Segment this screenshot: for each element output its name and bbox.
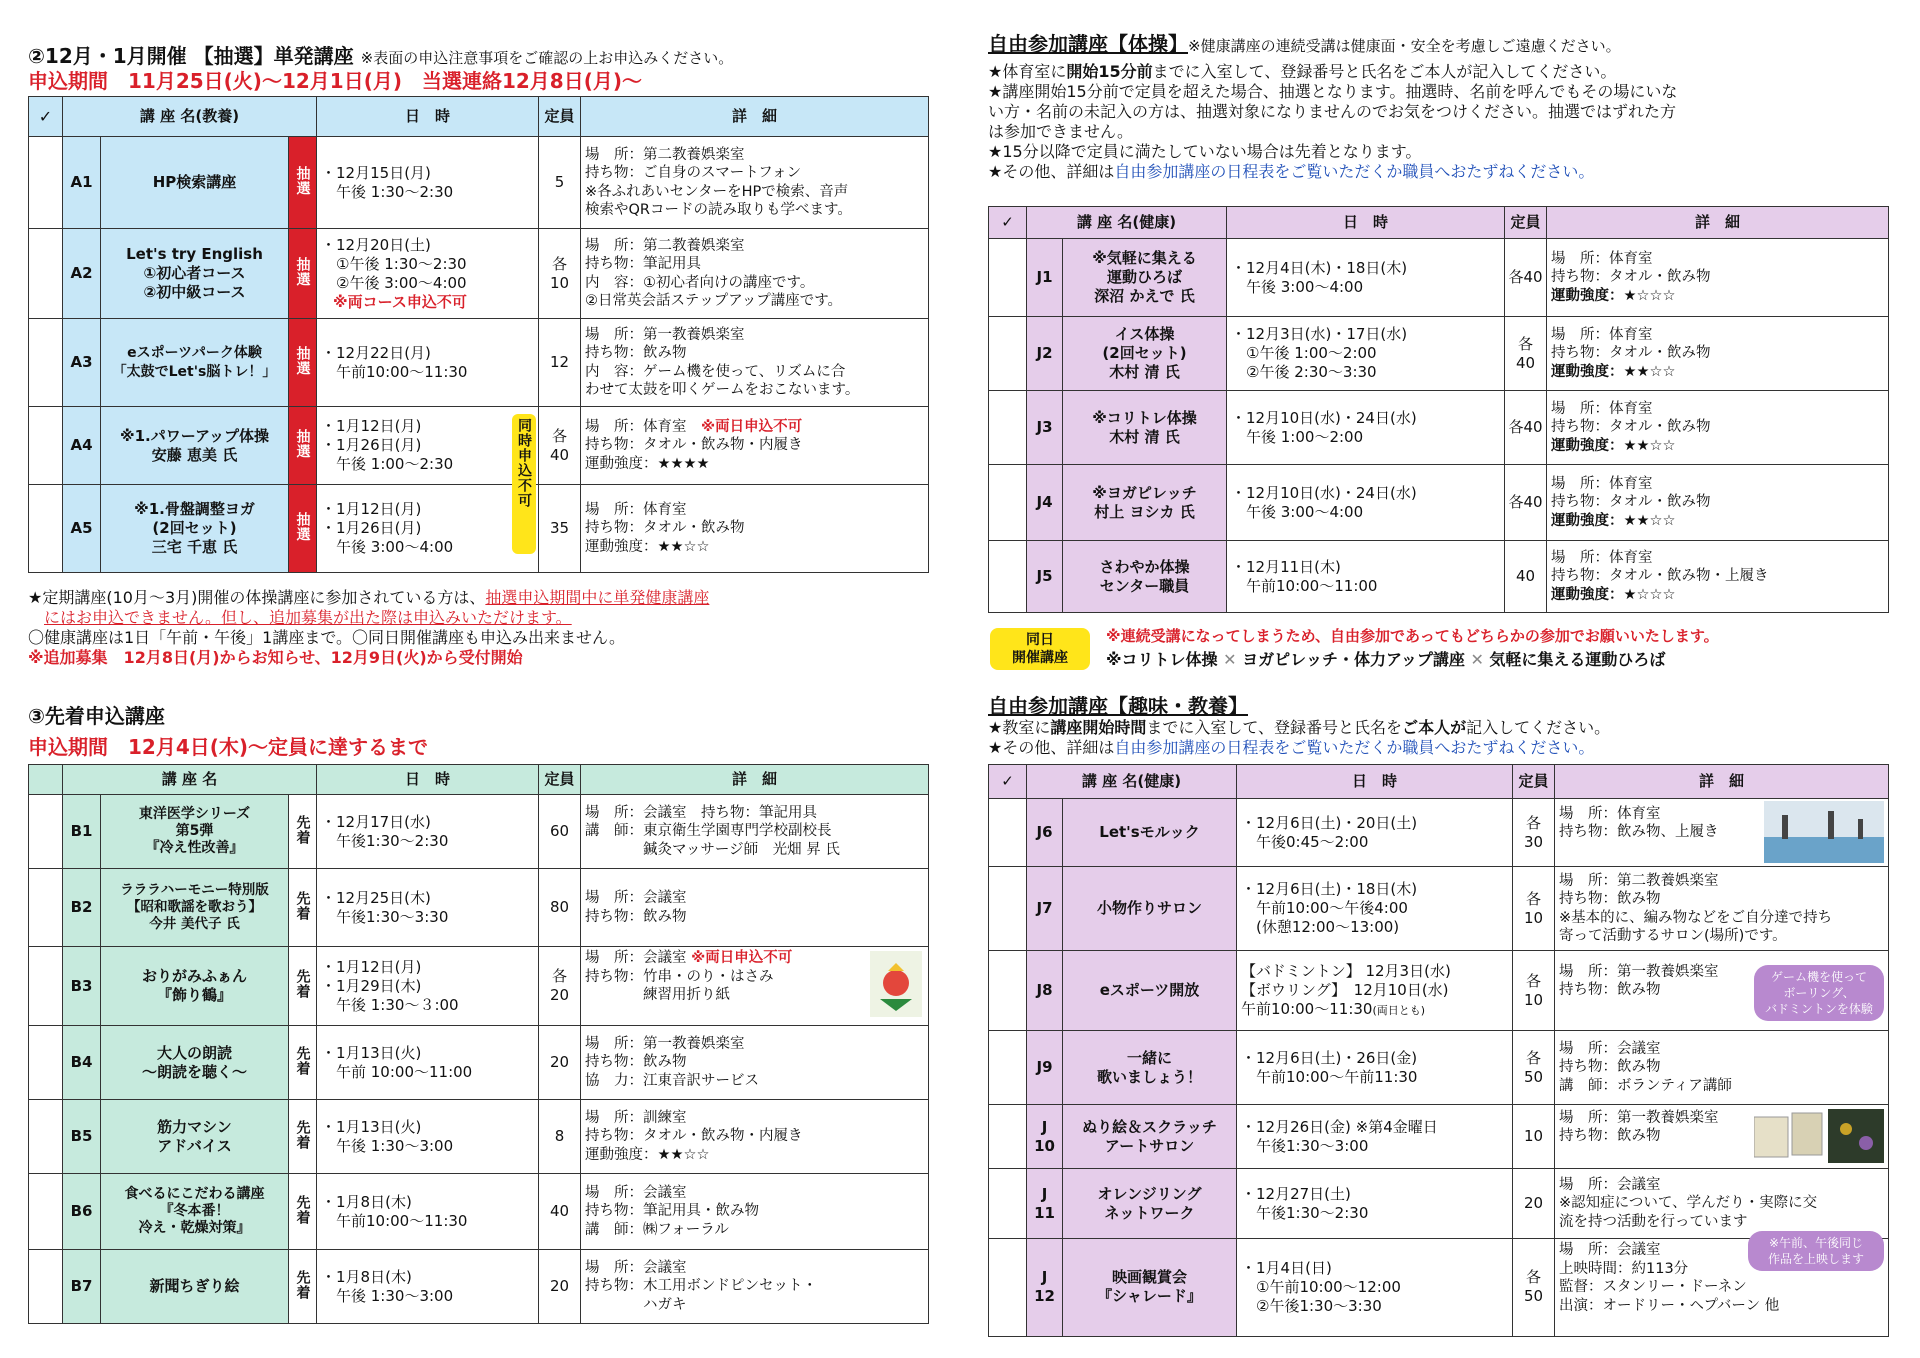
course-name: 食べるにこだわる講座 『冬本番！ 冷え・乾燥対策』 — [101, 1174, 289, 1250]
table-row — [989, 1031, 1889, 1105]
cross-icon: ✕ — [1470, 650, 1484, 669]
course-name-header: 講 座 名(健康) — [1027, 765, 1237, 799]
course-details: 場 所：体育室 持ち物：タオル・飲み物 運動強度：★★☆☆ — [1547, 465, 1889, 541]
course-code: B7 — [63, 1250, 101, 1324]
intensity-rating: 運動強度：★☆☆☆ — [1551, 586, 1676, 603]
course-code: A1 — [63, 137, 101, 229]
check-cell[interactable] — [989, 239, 1027, 317]
screening-speech-bubble: ※午前、午後同じ 作品を上映します — [1748, 1231, 1884, 1271]
instruction-line: ★教室に講座開始時間までに入室して、登録番号と氏名をご本人が記入してください。 — [988, 718, 1611, 737]
course-schedule: ・1月12日(月) ・1月26日(月) 午後 1:00〜2:30 — [317, 407, 539, 485]
course-code: J5 — [1027, 541, 1063, 613]
firstcome-tag: 先着 — [289, 1100, 317, 1174]
course-code: B5 — [63, 1100, 101, 1174]
instruction-line: ★その他、詳細は自由参加講座の日程表をご覧いただくか職員へおたずねください。 — [988, 738, 1595, 757]
course-name-header: 講 座 名(健康) — [1027, 207, 1227, 239]
check-cell[interactable] — [989, 951, 1027, 1031]
course-name: ぬり絵＆スクラッチ アートサロン — [1063, 1105, 1237, 1169]
lottery-tag: 抽選 — [289, 137, 317, 229]
course-details: 場 所：訓練室 持ち物：タオル・飲み物・内履き 運動強度：★★☆☆ — [581, 1100, 929, 1174]
check-cell[interactable] — [29, 947, 63, 1026]
course-schedule: ・12月3日(水)・17日(水) ①午後 1:00〜2:00 ②午後 2:30〜3:30 — [1227, 317, 1505, 391]
course-details: 場 所：会議室 持ち物：木工用ボンドピンセット・ ハガキ — [581, 1250, 929, 1324]
course-name: イス体操 (2回セット) 木村 清 氏 — [1063, 317, 1227, 391]
course-name: ※コリトレ体操 木村 清 氏 — [1063, 391, 1227, 465]
course-capacity: 各 10 — [1513, 951, 1555, 1031]
table-row — [29, 1026, 929, 1100]
both-days-warning: ※両日申込不可 — [691, 950, 793, 966]
table-row — [989, 1169, 1889, 1239]
instruction-line: ★15分以降で定員に満たしていない場合は先着となります。 — [988, 142, 1422, 161]
course-details: 場 所：会議室 上映時間：約113分 監督：スタンリー・ドーネン 出演：オードリー・ヘプバーン 他 ※午前、午後同じ 作品を上映します — [1555, 1239, 1889, 1337]
course-capacity: 各 40 — [539, 407, 581, 485]
course-capacity: 各 50 — [1513, 1031, 1555, 1105]
course-code: A2 — [63, 229, 101, 319]
table-row — [989, 1105, 1889, 1169]
table-row — [29, 137, 929, 229]
table-row — [29, 1250, 929, 1324]
table-row — [989, 317, 1889, 391]
details-header: 詳 細 — [1555, 765, 1889, 799]
schedule-header: 日 時 — [317, 765, 539, 795]
gym-title: 自由参加講座【体操】 — [988, 32, 1188, 56]
course-schedule: ・12月17日(水) 午後1:30〜2:30 — [317, 795, 539, 869]
table-row — [29, 1100, 929, 1174]
same-day-notice — [990, 624, 1890, 680]
course-details: 場 所：会議室 ※両日申込不可 持ち物：竹串・のり・はさみ 練習用折り紙 — [581, 947, 929, 1026]
course-details: 場 所：第二教養娯楽室 持ち物：筆記用具 内 容：①初心者向けの講座です。 ②日常英会話ステップアップ講座です。 — [581, 229, 929, 319]
course-code: J 11 — [1027, 1169, 1063, 1239]
course-schedule: ・12月22日(月) 午前10:00〜11:30 — [317, 319, 539, 407]
check-cell[interactable] — [989, 1031, 1027, 1105]
course-details: 場 所：第二教養娯楽室 持ち物：飲み物 ※基本的に、編み物などをご自分達で持ち 寄って活動するサロン(場所)です。 — [1555, 867, 1889, 951]
intensity-rating: 運動強度：★★☆☆ — [1551, 363, 1676, 380]
firstcome-tag: 先着 — [289, 1174, 317, 1250]
paper-crane-ornament-image — [870, 951, 922, 1017]
firstcome-table-wrap — [28, 764, 928, 1324]
course-name: オレンジリング ネットワーク — [1063, 1169, 1237, 1239]
gym-table — [988, 206, 1889, 613]
both-courses-warning: ※両コース申込不可 — [333, 292, 467, 311]
course-code: A5 — [63, 485, 101, 573]
course-capacity: 各 10 — [1513, 867, 1555, 951]
course-name: おりがみふぁん 『飾り鶴』 — [101, 947, 289, 1026]
course-schedule: ・12月6日(土)・26日(金) 午前10:00〜午前11:30 — [1237, 1031, 1513, 1105]
course-code: J4 — [1027, 465, 1063, 541]
check-cell[interactable] — [29, 407, 63, 485]
table-row — [989, 465, 1889, 541]
hobby-table-header — [989, 765, 1889, 799]
gym-table-header — [989, 207, 1889, 239]
details-header: 詳 細 — [581, 97, 929, 137]
section2-title: ②12月・1月開催 【抽選】単発講座 — [28, 44, 354, 68]
course-name: ※気軽に集える 運動ひろば 深沼 かえで 氏 — [1063, 239, 1227, 317]
course-capacity: 60 — [539, 795, 581, 869]
course-details: 場 所：会議室 持ち物：筆記用具・飲み物 講 師：㈱フォーラル — [581, 1174, 929, 1250]
course-name-header: 講 座 名 — [63, 765, 317, 795]
course-name: 映画観賞会 『シャレード』 — [1063, 1239, 1237, 1337]
lottery-tag: 抽選 — [289, 407, 317, 485]
course-details: 場 所：会議室 持ち物：飲み物 — [581, 869, 929, 947]
instruction-line: は参加できません。 — [988, 122, 1133, 141]
course-details: 場 所：体育室 持ち物：タオル・飲み物 運動強度：★☆☆☆ — [1547, 239, 1889, 317]
firstcome-tag: 先着 — [289, 869, 317, 947]
course-schedule: ・12月10日(水)・24日(水) 午後 1:00〜2:00 — [1227, 391, 1505, 465]
course-schedule: ・12月27日(土) 午後1:30〜2:30 — [1237, 1169, 1513, 1239]
note-line: ★定期講座(10月〜3月)開催の体操講座に参加されている方は、抽選申込期間中に単発健康講座 — [28, 588, 710, 607]
course-schedule: ・1月8日(木) 午前10:00〜11:30 — [317, 1174, 539, 1250]
table-row — [29, 407, 929, 485]
course-details: 場 所：体育室 持ち物：タオル・飲み物 運動強度：★★☆☆ — [581, 485, 929, 573]
course-name: 大人の朗読 〜朗読を聴く〜 — [101, 1026, 289, 1100]
course-details: 場 所：第一教養娯楽室 持ち物：飲み物 ゲーム機を使って ボーリング、 バドミントンを体験 — [1555, 951, 1889, 1031]
section3-title: ③先着申込講座 — [28, 704, 165, 728]
course-capacity: 5 — [539, 137, 581, 229]
table-row — [989, 391, 1889, 465]
course-capacity: 各 20 — [539, 947, 581, 1026]
course-schedule: ・1月4日(日) ①午前10:00〜12:00 ②午後1:30〜3:30 — [1237, 1239, 1513, 1337]
schedule-header: 日 時 — [317, 97, 539, 137]
hobby-title: 自由参加講座【趣味・教養】 — [988, 694, 1248, 718]
gym-instructions — [988, 62, 1888, 182]
hobby-instructions — [988, 718, 1888, 758]
course-code: B6 — [63, 1174, 101, 1250]
course-details: 場 所：会議室 持ち物：飲み物 講 師：ボランティア講師 — [1555, 1031, 1889, 1105]
table-row — [989, 799, 1889, 867]
course-code: J 10 — [1027, 1105, 1063, 1169]
course-capacity: 10 — [1513, 1105, 1555, 1169]
course-name-header: 講 座 名(教養) — [63, 97, 317, 137]
same-day-line2: ※コリトレ体操 ✕ ヨガピレッチ・体力アップ講座 ✕ 気軽に集える運動ひろば — [1106, 650, 1666, 669]
course-details: 場 所：会議室 持ち物：筆記用具 講 師：東京衛生学園専門学校副校長 鍼灸マッサージ師 光畑 昇 氏 — [581, 795, 929, 869]
table-row — [989, 951, 1889, 1031]
check-cell[interactable] — [29, 319, 63, 407]
section2-note: ※表面の申込注意事項をご確認の上お申込みください。 — [360, 49, 734, 67]
gym-table-wrap — [988, 206, 1888, 613]
lottery-table-wrap — [28, 96, 928, 573]
table-row — [29, 1174, 929, 1250]
course-code: J1 — [1027, 239, 1063, 317]
lottery-tag: 抽選 — [289, 319, 317, 407]
hobby-table — [988, 764, 1889, 1337]
table-row — [29, 229, 929, 319]
course-capacity: 各40 — [1505, 239, 1547, 317]
course-code: B2 — [63, 869, 101, 947]
same-day-line1: ※連続受講になってしまうため、自由参加であってもどちらかの参加でお願いいたします。 — [1106, 627, 1719, 645]
note-line: にはお申込できません。但し、追加募集が出た際は申込みいただけます。 — [44, 608, 572, 627]
table-row — [989, 239, 1889, 317]
course-name: ラララハーモニー特別版 【昭和歌謡を歌おう】 今井 美代子 氏 — [101, 869, 289, 947]
course-schedule: ・1月12日(月) ・1月26日(月) 午後 3:00〜4:00 — [317, 485, 539, 573]
details-header: 詳 細 — [1547, 207, 1889, 239]
course-name: Let'sモルック — [1063, 799, 1237, 867]
check-cell[interactable] — [989, 867, 1027, 951]
section3-period: 申込期間 12月4日(木)〜定員に達するまで — [28, 735, 429, 759]
details-header: 詳 細 — [581, 765, 929, 795]
check-column-header: ✓ — [29, 97, 63, 137]
course-capacity: 各 40 — [1505, 317, 1547, 391]
course-details: 場 所：会議室 ※認知症について、学んだり・実際に交 流を持つ活動を行っています — [1555, 1169, 1889, 1239]
lottery-notes — [28, 588, 928, 668]
check-cell[interactable] — [29, 137, 63, 229]
molkky-photo — [1764, 801, 1884, 863]
course-capacity: 各 30 — [1513, 799, 1555, 867]
course-schedule: ・12月4日(木)・18日(木) 午後 3:00〜4:00 — [1227, 239, 1505, 317]
check-cell[interactable] — [29, 1250, 63, 1324]
course-code: J8 — [1027, 951, 1063, 1031]
note-line: 〇健康講座は1日「午前・午後」1講座まで。〇同日開催講座も申込み出来ません。 — [28, 628, 626, 647]
both-days-warning: ※両日申込不可 — [701, 418, 803, 435]
course-capacity: 20 — [539, 1250, 581, 1324]
course-capacity: 各 10 — [539, 229, 581, 319]
same-time-notice: 同時申込不可 — [512, 414, 536, 554]
firstcome-tag: 先着 — [289, 947, 317, 1026]
course-name: HP検索講座 — [101, 137, 289, 229]
instruction-line: ★講座開始15分前で定員を超えた場合、抽選となります。抽選時、名前を呼んでもその場にいな — [988, 82, 1678, 101]
course-schedule: ・12月20日(土) ①午後 1:30〜2:30 ②午後 3:00〜4:00 ※両コース申込不可 — [317, 229, 539, 319]
course-code: J7 — [1027, 867, 1063, 951]
course-capacity: 各40 — [1505, 465, 1547, 541]
table-row — [29, 485, 929, 573]
section2-period: 申込期間 11月25日(火)〜12月1日(月) 当選連絡12月8日(月)〜 — [28, 69, 643, 93]
check-cell[interactable] — [989, 1105, 1027, 1169]
course-details: 場 所：体育室 持ち物：タオル・飲み物 運動強度：★★☆☆ — [1547, 391, 1889, 465]
course-schedule: ・12月26日(金) ※第4金曜日 午後1:30〜3:00 — [1237, 1105, 1513, 1169]
course-capacity: 35 — [539, 485, 581, 573]
gym-note: ※健康講座の連続受講は健康面・安全を考慮しご遠慮ください。 — [1188, 37, 1621, 55]
course-code: J2 — [1027, 317, 1063, 391]
check-cell[interactable] — [29, 229, 63, 319]
lottery-tag: 抽選 — [289, 229, 317, 319]
course-code: J 12 — [1027, 1239, 1063, 1337]
course-details: 場 所：体育室 持ち物：タオル・飲み物・上履き 運動強度：★☆☆☆ — [1547, 541, 1889, 613]
course-schedule: ・1月12日(月) ・1月29日(木) 午後 1:30〜３:00 — [317, 947, 539, 1026]
course-schedule: ・1月8日(木) 午後 1:30〜3:00 — [317, 1250, 539, 1324]
capacity-header: 定員 — [1505, 207, 1547, 239]
course-details: 場 所：体育室 持ち物：飲み物、上履き — [1555, 799, 1889, 867]
check-cell[interactable] — [989, 391, 1027, 465]
capacity-header: 定員 — [539, 765, 581, 795]
section2-heading — [28, 44, 733, 70]
course-schedule: ・1月13日(火) 午後 1:30〜3:00 — [317, 1100, 539, 1174]
course-details: 場 所：第二教養娯楽室 持ち物：ご自身のスマートフォン ※各ふれあいセンターをHPで検索、音声 検索やQRコードの読み取りも学べます。 — [581, 137, 929, 229]
course-capacity: 8 — [539, 1100, 581, 1174]
check-cell[interactable] — [989, 799, 1027, 867]
course-schedule: ・12月6日(土)・20日(土) 午後0:45〜2:00 — [1237, 799, 1513, 867]
check-cell[interactable] — [29, 1174, 63, 1250]
lottery-table — [28, 96, 929, 573]
hobby-table-wrap — [988, 764, 1888, 1337]
capacity-header: 定員 — [539, 97, 581, 137]
table-row — [29, 947, 929, 1026]
course-code: A4 — [63, 407, 101, 485]
check-cell[interactable] — [29, 795, 63, 869]
check-column-header: ✓ — [989, 207, 1027, 239]
course-capacity: 各40 — [1505, 391, 1547, 465]
course-name: ※1.骨盤調整ヨガ (2回セット) 三宅 千恵 氏 — [101, 485, 289, 573]
course-schedule: ・12月10日(水)・24日(水) 午後 3:00〜4:00 — [1227, 465, 1505, 541]
course-name: 東洋医学シリーズ 第5弾 『冷え性改善』 — [101, 795, 289, 869]
course-details: 場 所：第一教養娯楽室 持ち物：飲み物 協 力：江東音訳サービス — [581, 1026, 929, 1100]
schedule-header: 日 時 — [1237, 765, 1513, 799]
course-code: J9 — [1027, 1031, 1063, 1105]
table-row — [989, 541, 1889, 613]
check-cell[interactable] — [29, 869, 63, 947]
check-cell[interactable] — [29, 1026, 63, 1100]
check-cell[interactable] — [989, 317, 1027, 391]
check-cell[interactable] — [29, 1100, 63, 1174]
course-schedule: ・12月25日(木) 午後1:30〜3:30 — [317, 869, 539, 947]
gym-heading — [988, 32, 1621, 58]
course-code: B1 — [63, 795, 101, 869]
table-row — [989, 1239, 1889, 1337]
course-code: A3 — [63, 319, 101, 407]
course-name: 新聞ちぎり絵 — [101, 1250, 289, 1324]
course-name: 筋力マシン アドバイス — [101, 1100, 289, 1174]
firstcome-tag: 先着 — [289, 1026, 317, 1100]
table-row — [29, 795, 929, 869]
course-details: 場 所：体育室 持ち物：タオル・飲み物 運動強度：★★☆☆ — [1547, 317, 1889, 391]
course-name: eスポーツパーク体験 「太鼓でLet's脳トレ！」 — [101, 319, 289, 407]
course-schedule: 【バドミントン】 12月3日(水) 【ボウリング】 12月10日(水) 午前10:00〜11:30(両日とも) — [1237, 951, 1513, 1031]
course-schedule: ・1月13日(火) 午前 10:00〜11:00 — [317, 1026, 539, 1100]
course-name: さわやか体操 センター職員 — [1063, 541, 1227, 613]
course-code: B3 — [63, 947, 101, 1026]
course-details: 場 所：第一教養娯楽室 持ち物：飲み物 内 容：ゲーム機を使って、リズムに合 わせて太鼓を叩くゲームをおこないます。 — [581, 319, 929, 407]
check-cell[interactable] — [989, 1169, 1027, 1239]
intensity-rating: 運動強度：★★☆☆ — [1551, 437, 1676, 454]
instruction-line: ★その他、詳細は自由参加講座の日程表をご覧いただくか職員へおたずねください。 — [988, 162, 1595, 181]
course-capacity: 20 — [539, 1026, 581, 1100]
course-name: ※1.パワーアップ体操 安藤 恵美 氏 — [101, 407, 289, 485]
firstcome-tag: 先着 — [289, 1250, 317, 1324]
course-capacity: 40 — [1505, 541, 1547, 613]
check-cell[interactable] — [29, 485, 63, 573]
table-row — [29, 869, 929, 947]
course-details: 場 所：第一教養娯楽室 持ち物：飲み物 — [1555, 1105, 1889, 1169]
schedule-header: 日 時 — [1227, 207, 1505, 239]
instruction-line: ★体育室に開始15分前までに入室して、登録番号と氏名をご本人が記入してください。 — [988, 62, 1617, 81]
coloring-art-photo — [1754, 1109, 1884, 1163]
capacity-header: 定員 — [1513, 765, 1555, 799]
lottery-tag: 抽選 — [289, 485, 317, 573]
course-code: J6 — [1027, 799, 1063, 867]
course-name: eスポーツ開放 — [1063, 951, 1237, 1031]
same-day-badge: 同日 開催講座 — [990, 628, 1090, 670]
check-cell[interactable] — [989, 541, 1027, 613]
course-name: ※ヨガピレッチ 村上 ヨシカ 氏 — [1063, 465, 1227, 541]
firstcome-table — [28, 764, 929, 1324]
course-name: 一緒に 歌いましょう！ — [1063, 1031, 1237, 1105]
course-details: 場 所：体育室 ※両日申込不可 持ち物：タオル・飲み物・内履き 運動強度：★★★★ — [581, 407, 929, 485]
course-name: 小物作りサロン — [1063, 867, 1237, 951]
course-name: Let's try English ①初心者コース ②初中級コース — [101, 229, 289, 319]
course-code: B4 — [63, 1026, 101, 1100]
additional-recruitment: ※追加募集 12月8日(月)からお知らせ、12月9日(火)から受付開始 — [28, 648, 523, 667]
course-schedule: ・12月6日(土)・18日(木) 午前10:00〜午後4:00 (休憩12:00〜13:00) — [1237, 867, 1513, 951]
course-capacity: 各 50 — [1513, 1239, 1555, 1337]
course-capacity: 80 — [539, 869, 581, 947]
course-schedule: ・12月15日(月) 午後 1:30〜2:30 — [317, 137, 539, 229]
course-capacity: 12 — [539, 319, 581, 407]
course-schedule: ・12月11日(木) 午前10:00〜11:00 — [1227, 541, 1505, 613]
course-code: J3 — [1027, 391, 1063, 465]
check-column-header — [29, 765, 63, 795]
lottery-table-header — [29, 97, 929, 137]
course-capacity: 40 — [539, 1174, 581, 1250]
table-row — [989, 867, 1889, 951]
firstcome-tag: 先着 — [289, 795, 317, 869]
intensity-rating: 運動強度：★☆☆☆ — [1551, 287, 1676, 304]
firstcome-table-header — [29, 765, 929, 795]
intensity-rating: 運動強度：★★☆☆ — [1551, 512, 1676, 529]
check-cell[interactable] — [989, 465, 1027, 541]
cross-icon: ✕ — [1223, 650, 1237, 669]
table-row — [29, 319, 929, 407]
esports-speech-bubble: ゲーム機を使って ボーリング、 バドミントンを体験 — [1754, 965, 1884, 1021]
check-column-header: ✓ — [989, 765, 1027, 799]
instruction-line: い方・名前の未記入の方は、抽選対象になりませんのでお気をつけください。抽選ではずれた方 — [988, 102, 1677, 121]
course-capacity: 20 — [1513, 1169, 1555, 1239]
check-cell[interactable] — [989, 1239, 1027, 1337]
